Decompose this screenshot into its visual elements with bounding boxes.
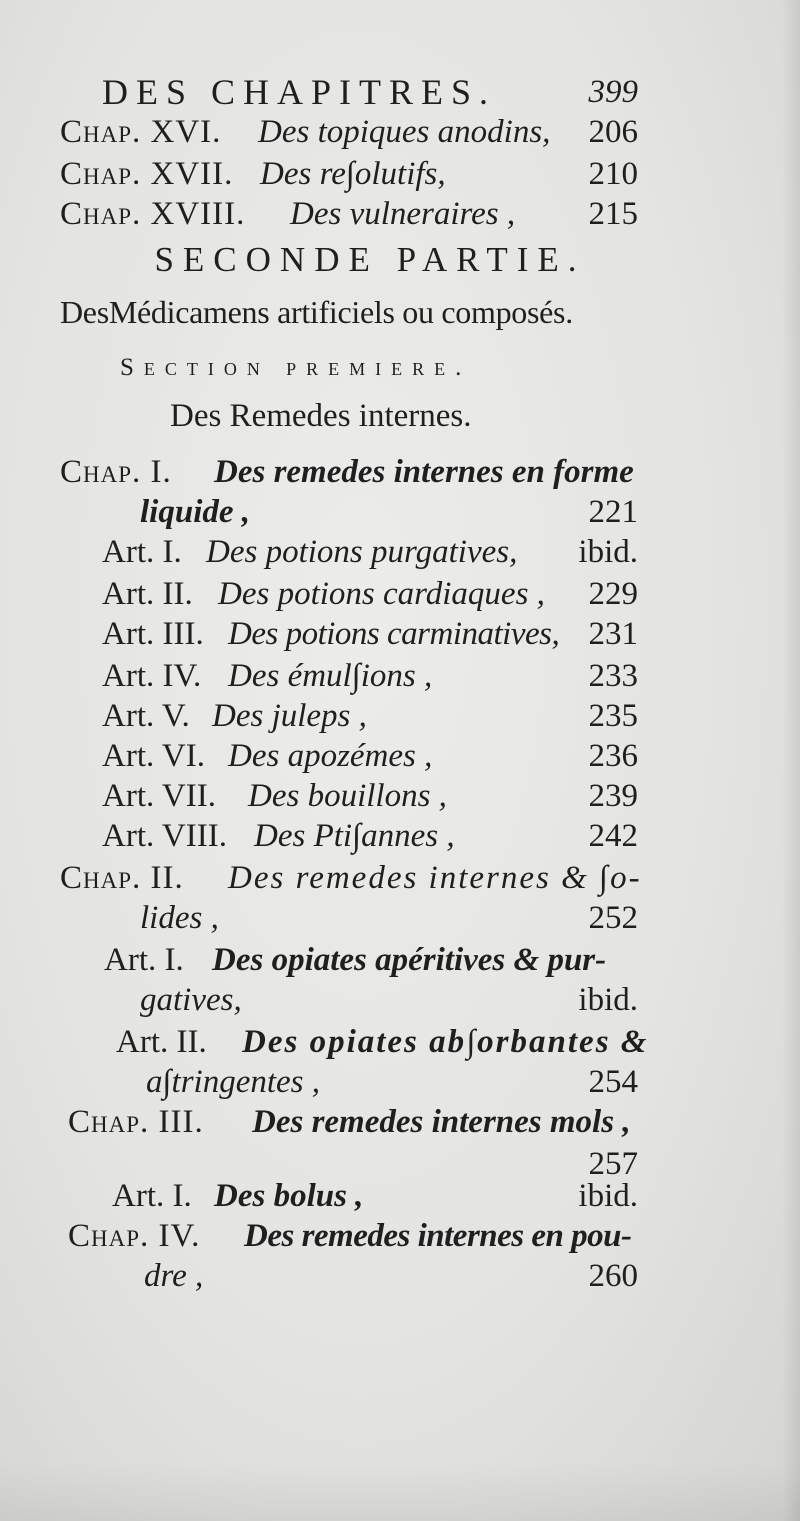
page-ref: 210 — [588, 156, 638, 192]
section-heading — [0, 348, 800, 388]
chapter-label: Chap. XVII. — [60, 156, 234, 192]
toc-entry-article — [0, 574, 800, 614]
toc-entry-article — [0, 696, 800, 736]
article-label: Art. I. — [102, 534, 182, 570]
running-header — [0, 72, 800, 112]
chapter-title: Des topiques anodins, — [258, 114, 551, 150]
toc-entry-article — [0, 614, 800, 654]
toc-entry-chap-xviii — [0, 194, 800, 234]
article-title: Des apozémes , — [228, 738, 433, 774]
section-subtitle: Des Remedes internes. — [170, 398, 472, 434]
page-ref: 235 — [588, 698, 638, 734]
article-title: Des potions carminatives, — [228, 616, 560, 652]
chapter-title: Des re∫olutifs, — [260, 156, 446, 192]
toc-entry-chap-i-cont — [0, 492, 800, 532]
chapter-title-cont: lides , — [140, 900, 219, 936]
toc-entry-chap-iv-cont — [0, 1256, 800, 1296]
article-title: Des bouillons , — [248, 778, 447, 814]
article-title-cont: a∫tringentes , — [146, 1064, 321, 1100]
page-ref: 239 — [588, 778, 638, 814]
toc-entry-chap-ii — [0, 858, 800, 898]
article-label: Art. VIII. — [102, 818, 227, 854]
chapter-title: Des vulneraires , — [290, 196, 516, 232]
chapter-title-cont: dre , — [144, 1258, 204, 1294]
page-ref: 229 — [588, 576, 638, 612]
article-label: Art. V. — [102, 698, 190, 734]
toc-entry-article — [0, 940, 800, 980]
article-title: Des opiates ab∫orbantes & — [242, 1024, 649, 1060]
toc-entry-chap-xvii — [0, 154, 800, 194]
page-ref: ibid. — [578, 982, 638, 1018]
chapter-label: Chap. XVIII. — [60, 196, 246, 232]
chapter-label: Chap. XVI. — [60, 114, 222, 150]
toc-entry-article — [0, 1022, 800, 1062]
page-ref: 221 — [588, 494, 638, 530]
chapter-title: Des remedes internes en pou- — [244, 1218, 632, 1254]
article-title: Des potions cardiaques , — [218, 576, 545, 612]
toc-entry-article — [0, 1176, 800, 1216]
page-ref: 257 — [588, 1146, 638, 1182]
part-heading — [0, 240, 800, 286]
toc-entry-chap-i — [0, 452, 800, 492]
article-title: Des potions purgatives, — [206, 534, 518, 570]
page-ref: 254 — [588, 1064, 638, 1100]
part-subtitle: DesMédicamens artificiels ou composés. — [60, 294, 573, 330]
part-subtitle-line — [0, 292, 800, 332]
article-title: Des Pti∫annes , — [254, 818, 455, 854]
toc-entry-chap-iii — [0, 1102, 800, 1142]
chapter-label: Chap. III. — [68, 1104, 204, 1140]
chapter-title: Des remedes internes & ∫o- — [228, 860, 642, 896]
toc-entry-article — [0, 656, 800, 696]
toc-entry-chap-iv — [0, 1216, 800, 1256]
chapter-label: Chap. II. — [60, 860, 184, 896]
article-title-cont: gatives, — [140, 982, 242, 1018]
page-ref: 252 — [588, 900, 638, 936]
page-ref: ibid. — [578, 1178, 638, 1214]
chapter-title: Des remedes internes mols , — [252, 1104, 631, 1140]
chapter-label: Chap. I. — [60, 454, 172, 490]
toc-entry-chap-ii-cont — [0, 898, 800, 938]
page-ref: 215 — [588, 196, 638, 232]
page-ref: 231 — [588, 616, 638, 652]
article-title: Des opiates apéritives & pur- — [212, 942, 607, 978]
article-title: Des émul∫ions , — [228, 658, 433, 694]
article-label: Art. IV. — [102, 658, 202, 694]
toc-entry-chap-xvi — [0, 112, 800, 152]
toc-entry-article-cont — [0, 1062, 800, 1102]
chapter-title: Des remedes internes en forme — [214, 454, 634, 490]
article-title: Des juleps , — [212, 698, 367, 734]
page-bottom-shadow — [0, 1461, 800, 1521]
toc-entry-article — [0, 816, 800, 856]
chapter-title-cont: liquide , — [140, 494, 251, 530]
article-label: Art. III. — [102, 616, 204, 652]
section-title: Section premiere. — [120, 354, 472, 381]
article-label: Art. I. — [112, 1178, 192, 1214]
article-label: Art. II. — [102, 576, 193, 612]
toc-entry-article-cont — [0, 980, 800, 1020]
article-label: Art. VII. — [102, 778, 216, 814]
section-subtitle-line — [0, 396, 800, 436]
part-title: SECONDE PARTIE. — [154, 240, 586, 279]
header-page-number: 399 — [588, 74, 638, 110]
article-label: Art. I. — [104, 942, 184, 978]
page-ref: 233 — [588, 658, 638, 694]
chapter-label: Chap. IV. — [68, 1218, 201, 1254]
toc-entry-article — [0, 776, 800, 816]
page-ref: ibid. — [578, 534, 638, 570]
page-ref: 236 — [588, 738, 638, 774]
page-ref: 242 — [588, 818, 638, 854]
toc-entry-article — [0, 736, 800, 776]
header-title: DES CHAPITRES. — [102, 72, 497, 112]
page-ref: 206 — [588, 114, 638, 150]
page-ref: 260 — [588, 1258, 638, 1294]
article-label: Art. II. — [116, 1024, 207, 1060]
article-label: Art. VI. — [102, 738, 205, 774]
article-title: Des bolus , — [214, 1178, 364, 1214]
toc-entry-article — [0, 532, 800, 572]
